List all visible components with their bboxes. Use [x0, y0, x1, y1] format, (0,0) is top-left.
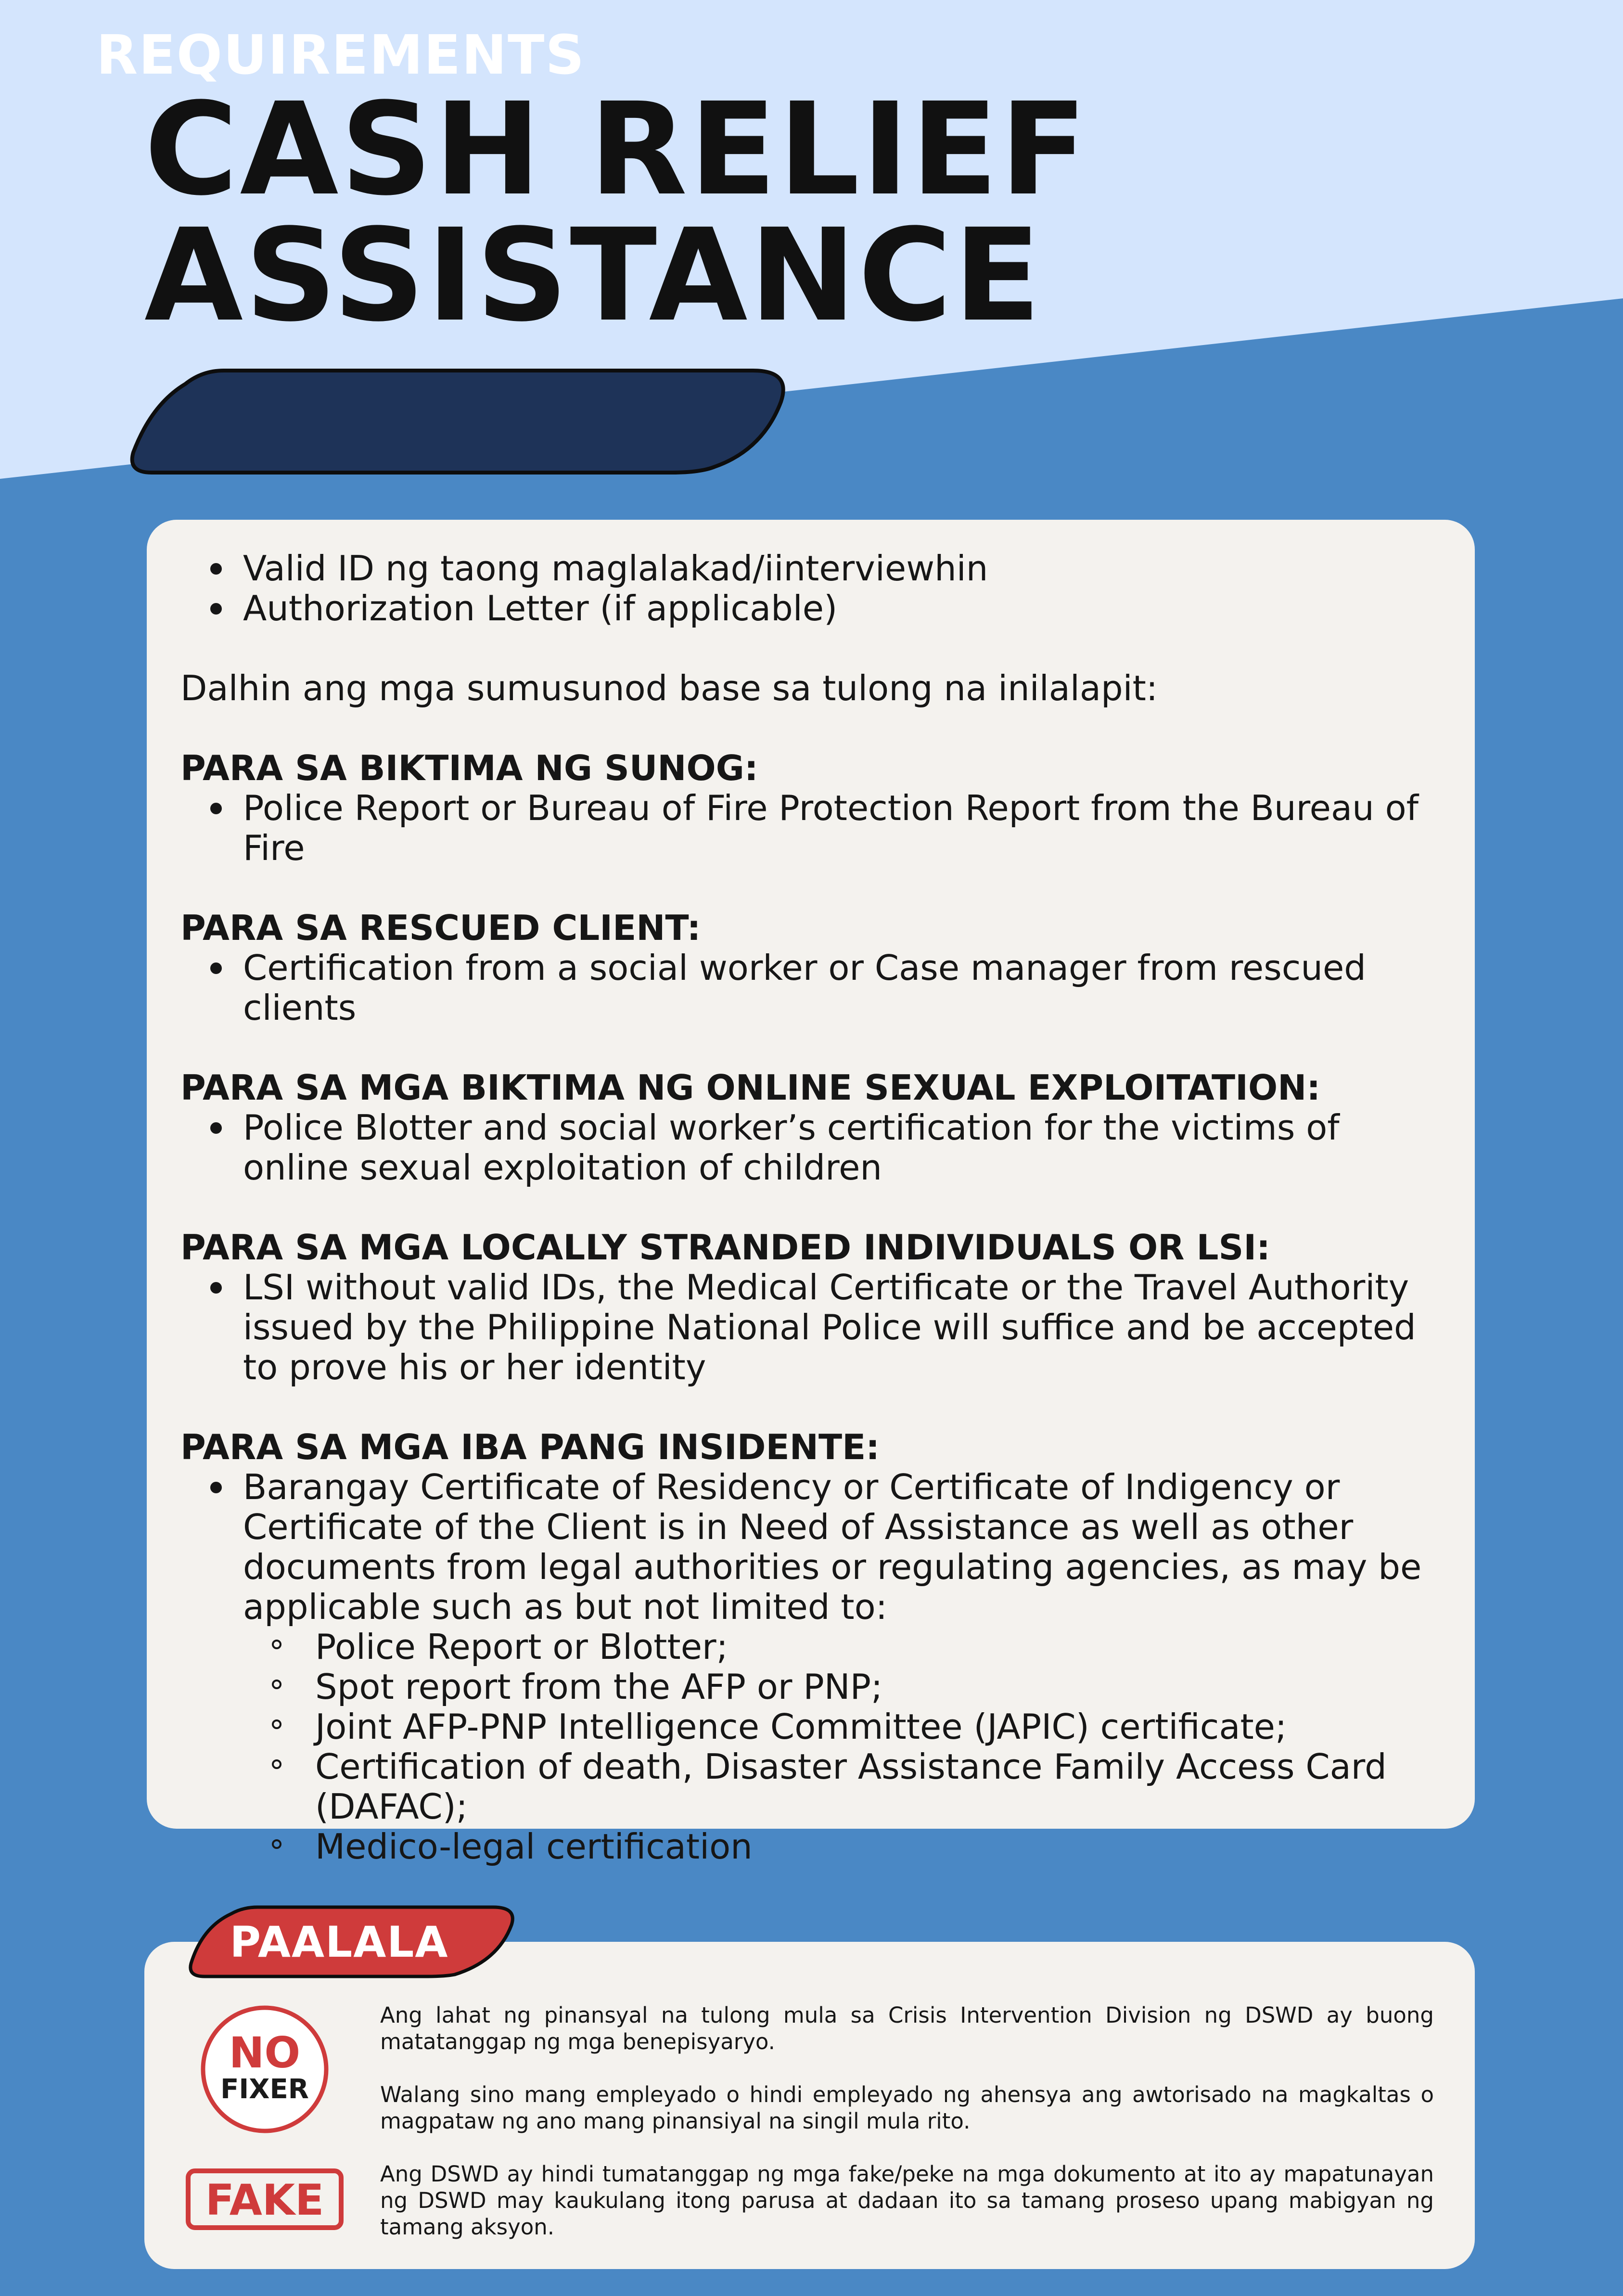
section-heading: PARA SA MGA LOCALLY STRANDED INDIVIDUALS OR LSI: — [180, 1227, 1270, 1268]
section-online-exploitation — [180, 1068, 1451, 1188]
requirements-badge-shape — [123, 366, 796, 476]
requirements-badge-label: REQUIREMENTS — [96, 24, 586, 87]
note-paragraph: Ang lahat ng pinansyal na tulong mula sa Crisis Intervention Division ng DSWD ay buong matatanggap ng mga benepisyaryo. — [380, 2002, 1434, 2054]
no-fixer-line-1: NO — [229, 2028, 301, 2078]
section-lsi — [180, 1228, 1451, 1387]
sub-list-item: Spot report from the AFP or PNP; — [180, 1667, 1451, 1707]
sub-list-item: Medico-legal certification — [180, 1827, 1451, 1867]
sub-list-item: Joint AFP-PNP Intelligence Committee (JAPIC) certificate; — [180, 1707, 1451, 1747]
requirements-card — [147, 520, 1475, 1867]
note-paragraph: Walang sino mang empleyado o hindi empleyado ng ahensya ang awtorisado na magkaltas o magpataw ng ano mang pinansiyal na singil mula rito. — [380, 2082, 1434, 2134]
page-title — [144, 76, 1089, 350]
list-item: Police Blotter and social worker’s certification for the victims of online sexual exploitation of children — [180, 1108, 1451, 1188]
list-item: Authorization Letter (if applicable) — [180, 589, 1451, 629]
list-item: Valid ID ng taong maglalakad/iinterviewhin — [180, 549, 1451, 589]
general-requirements-list — [180, 549, 1451, 629]
list-item: Certification from a social worker or Case manager from rescued clients — [180, 948, 1451, 1028]
title-line-2: ASSISTANCE — [144, 202, 1043, 350]
list-item: Police Report or Bureau of Fire Protection Report from the Bureau of Fire — [180, 788, 1451, 868]
no-fixer-line-2: FIXER — [220, 2074, 309, 2105]
section-heading: PARA SA BIKTIMA NG SUNOG: — [180, 748, 758, 788]
sub-list-item: Certification of death, Disaster Assistance Family Access Card (DAFAC); — [180, 1747, 1451, 1827]
section-heading: PARA SA MGA IBA PANG INSIDENTE: — [180, 1427, 880, 1467]
section-heading: PARA SA MGA BIKTIMA NG ONLINE SEXUAL EXPLOITATION: — [180, 1067, 1321, 1108]
paalala-badge-label: PAALALA — [230, 1917, 449, 1967]
reminder-notes — [380, 2002, 1434, 2240]
section-heading: PARA SA RESCUED CLIENT: — [180, 908, 701, 948]
intro-text: Dalhin ang mga sumusunod base sa tulong na inilalapit: — [180, 668, 1158, 708]
fake-stamp-label: FAKE — [205, 2175, 324, 2225]
note-paragraph: Ang DSWD ay hindi tumatanggap ng mga fake/peke na mga dokumento at ito ay mapatunayan ng DSWD may kaukulang itong parusa at dadaan ito sa tamang proseso upang mabigyan ng tamang aksyon. — [380, 2161, 1434, 2240]
sub-list — [180, 1627, 1451, 1867]
section-other-incidents — [180, 1427, 1451, 1867]
section-fire-victims — [180, 748, 1451, 868]
section-rescued-client — [180, 908, 1451, 1028]
title-line-1: CASH RELIEF — [144, 76, 1089, 224]
fake-stamp-icon — [185, 2168, 344, 2231]
no-fixer-icon — [197, 2002, 332, 2137]
sub-list-item: Police Report or Blotter; — [180, 1627, 1451, 1667]
list-item: LSI without valid IDs, the Medical Certificate or the Travel Authority issued by the Philippine National Police will suffice and be accepted to prove his or her identity — [180, 1268, 1451, 1387]
list-item: Barangay Certificate of Residency or Certificate of Indigency or Certificate of the Client is in Need of Assistance as well as other documents from legal authorities or regulating agencies, as may be applicable such as but not limited to: — [180, 1467, 1451, 1627]
